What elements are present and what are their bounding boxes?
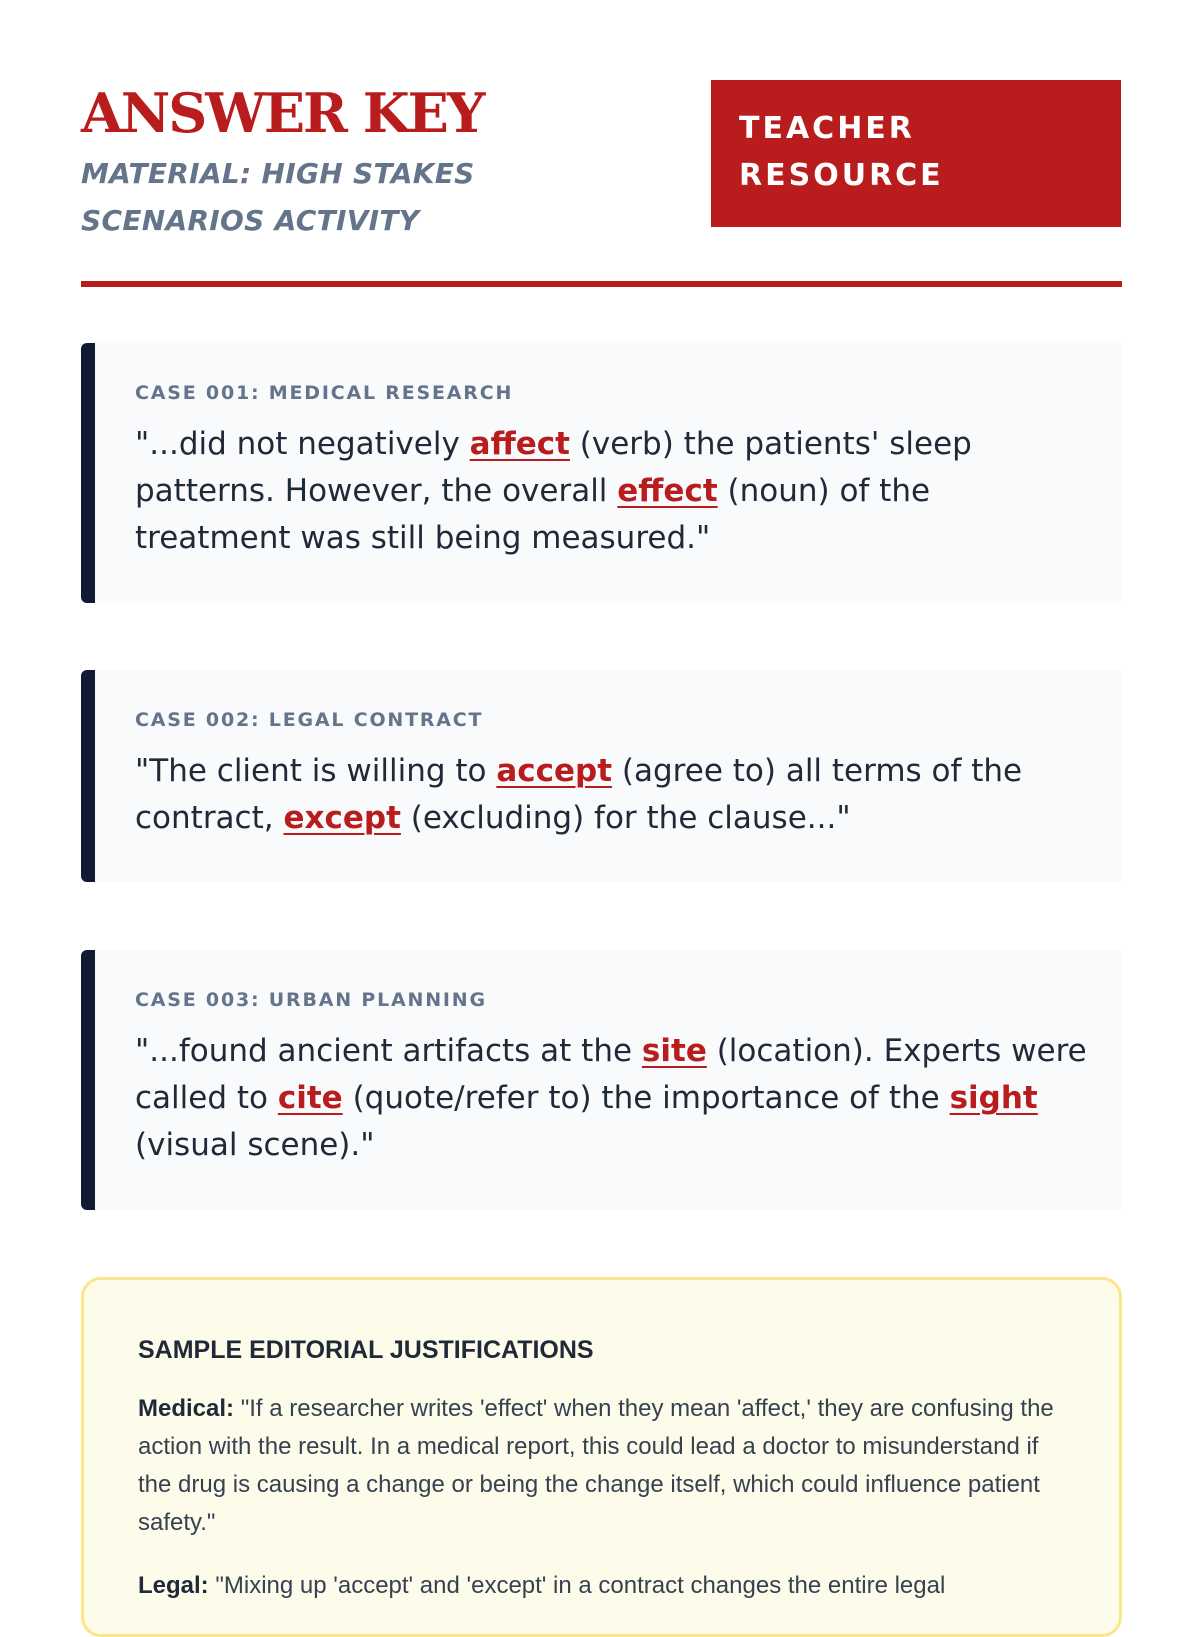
case-card-legal [81,670,1122,882]
case-label: CASE 003: URBAN PLANNING [135,989,487,1011]
badge-line-1: TEACHER [739,111,915,146]
case-text [135,748,1092,842]
case-text-segment: (agree to) all terms of the contract, [135,753,1023,836]
justifications-title: SAMPLE EDITORIAL JUSTIFICATIONS [138,1336,594,1364]
case-text [135,421,1092,562]
answer-word: cite [277,1080,343,1116]
case-card-urban [81,950,1122,1210]
case-text-segment: (noun) of the treatment was still being measured." [135,473,931,556]
justification-label: Legal: [138,1572,209,1599]
justification-text: "Mixing up 'accept' and 'except' in a contract changes the entire legal [208,1572,946,1599]
answer-word: sight [949,1080,1038,1116]
case-text-segment: "The client is willing to [135,753,497,789]
answer-word: site [641,1033,707,1069]
justifications-box [81,1277,1122,1637]
case-label: CASE 001: MEDICAL RESEARCH [135,382,514,404]
answer-word: effect [617,473,718,509]
case-text-segment: (quote/refer to) the importance of the [342,1080,950,1116]
case-label: CASE 002: LEGAL CONTRACT [135,709,484,731]
badge-line-2: RESOURCE [739,158,944,193]
case-text-segment: (excluding) for the clause..." [400,800,851,836]
case-text-segment: "...found ancient artifacts at the [135,1033,642,1069]
page-subtitle: MATERIAL: HIGH STAKES SCENARIOS ACTIVITY [81,157,475,237]
justification-text: "If a researcher writes 'effect' when they mean 'affect,' they are confusing the action with the result. In a medical report, this could lead a doctor to misunderstand if the drug is causing a change or being the change itself, which could influence patient safety." [138,1395,1054,1536]
case-text-segment: (verb) the patients' sleep patterns. However, the overall [135,426,972,509]
case-card-medical [81,343,1122,603]
header [81,80,1121,240]
answer-word: accept [496,753,613,789]
answer-word: except [283,800,401,836]
case-text-segment: "...did not negatively [135,426,470,462]
case-text-segment: (location). Experts were called to [135,1033,1087,1116]
case-text-segment: (visual scene)." [135,1127,375,1163]
justification-item [138,1390,1067,1542]
justification-label: Medical: [138,1395,235,1422]
teacher-resource-badge [711,80,1121,227]
justification-item [138,1567,1067,1605]
page-title: ANSWER KEY [81,81,484,145]
header-divider [81,281,1122,287]
case-text [135,1028,1092,1169]
answer-word: affect [469,426,570,462]
